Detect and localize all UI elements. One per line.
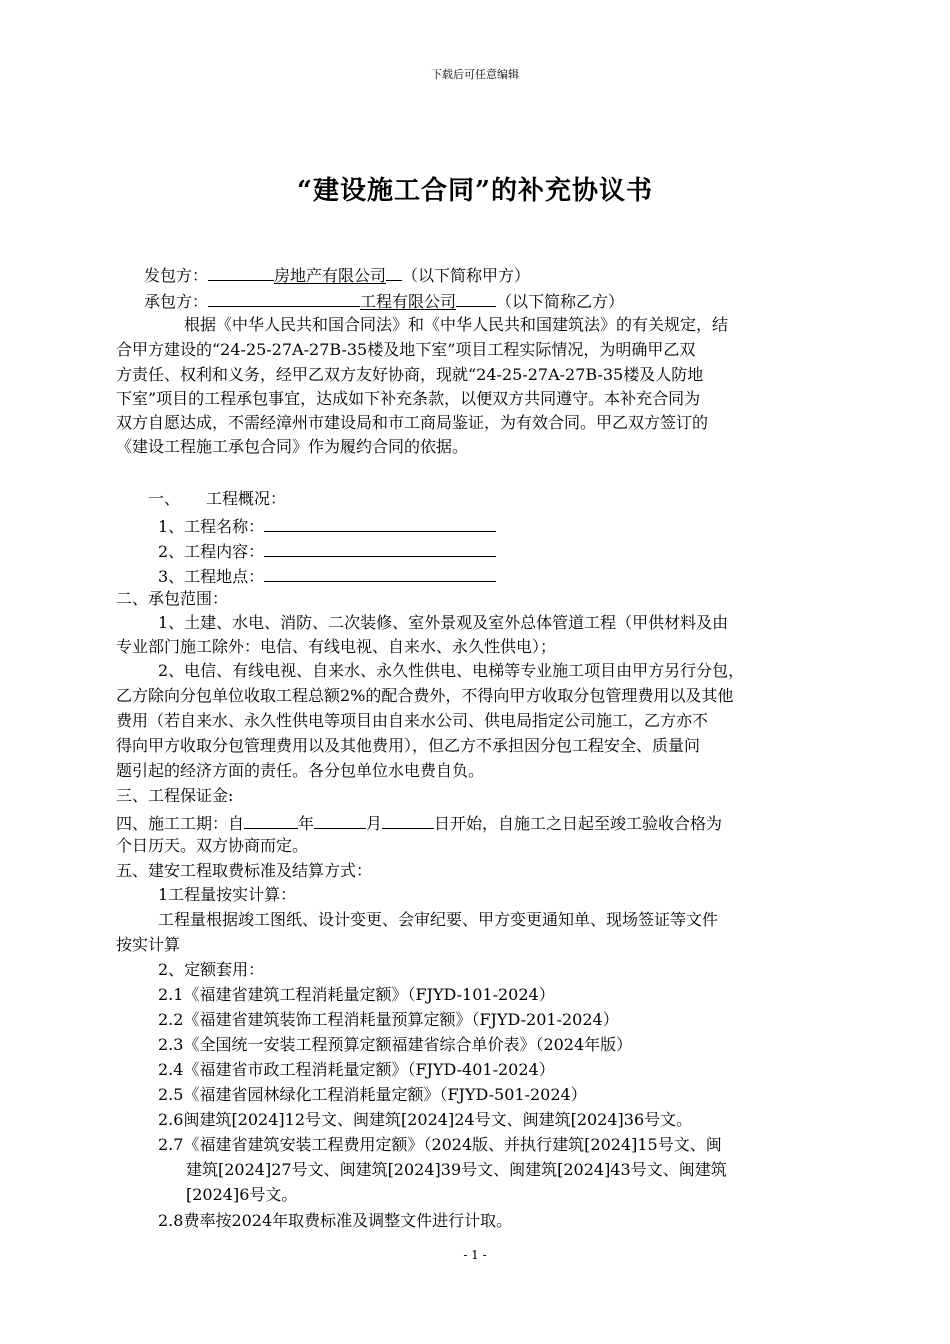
party-b-blank-end — [456, 288, 496, 307]
schedule-prefix: 四、施工工期：自 — [116, 814, 245, 833]
section-2-title: 二、承包范围： — [116, 589, 229, 608]
schedule-rest: 日开始，自施工之日起至竣工验收合格为 — [434, 814, 723, 833]
section-4-line — [116, 810, 722, 835]
project-name-blank — [264, 513, 496, 532]
party-a-label: 发包方： — [144, 266, 209, 285]
schedule-line-2: 个日历天。双方协商而定。 — [116, 836, 309, 855]
project-location-blank — [264, 563, 496, 582]
month-blank — [314, 810, 366, 829]
quota-item: 2.1《福建省建筑工程消耗量定额》（FJYD-101-2024） — [158, 985, 555, 1004]
section-3-title: 三、工程保证金: — [116, 786, 234, 805]
quota-heading: 2、定额套用： — [158, 960, 265, 979]
quota-item: 2.8费率按2024年取费标准及调整文件进行计取。 — [158, 1211, 513, 1230]
quota-item: 建筑[2024]27号文、闽建筑[2024]39号文、闽建筑[2024]43号文、闽建筑 — [186, 1160, 727, 1179]
party-a-name: 房地产有限公司 — [274, 266, 387, 285]
project-content-label: 2、工程内容： — [158, 542, 265, 561]
intro-line: 根据《中华人民共和国合同法》和《中华人民共和国建筑法》的有关规定，结 — [184, 315, 729, 334]
scope-line: 专业部门施工除外：电信、有线电视、自来水、永久性供电）； — [116, 637, 557, 656]
party-b-name: 工程有限公司 — [360, 292, 457, 311]
party-b-label: 承包方： — [144, 292, 209, 311]
project-location-label: 3、工程地点： — [158, 567, 265, 586]
scope-line: 1、土建、水电、消防、二次装修、室外景观及室外总体管道工程（甲供材料及由 — [158, 613, 729, 632]
quota-item: 2.2《福建省建筑装饰工程消耗量预算定额》（FJYD-201-2024） — [158, 1010, 619, 1029]
year-label: 年 — [298, 814, 315, 833]
party-b-line — [144, 288, 624, 313]
party-b-blank — [208, 288, 360, 307]
party-a-blank — [208, 262, 274, 281]
quota-item: 2.4《福建省市政工程消耗量定额》（FJYD-401-2024） — [158, 1060, 555, 1079]
project-content-blank — [264, 538, 496, 557]
quantity-heading: 1工程量按实计算： — [158, 885, 297, 904]
intro-line: 下室”项目的工程承包事宜，达成如下补充条款，以便双方共同遵守。本补充合同为 — [116, 389, 701, 408]
party-a-blank-end — [386, 262, 402, 281]
project-content-line — [158, 538, 496, 563]
intro-line: 合甲方建设的“24-25-27A-27B-35楼及地下室”项目工程实际情况，为明确甲乙双 — [116, 340, 696, 359]
intro-line: 方责任、权利和义务，经甲乙双方友好协商，现就“24-25-27A-27B-35楼及人防地 — [116, 365, 704, 384]
page-header: 下载后可任意编辑 — [431, 68, 519, 81]
quota-item: 2.6闽建筑[2024]12号文、闽建筑[2024]24号文、闽建筑[2024]36号文。 — [158, 1110, 693, 1129]
month-label: 月 — [366, 814, 383, 833]
project-name-line — [158, 513, 496, 538]
section-1-title: 工程概况： — [206, 489, 287, 508]
party-a-line — [144, 262, 530, 287]
section-5-title: 五、建安工程取费标准及结算方式： — [116, 861, 373, 880]
document-title: “建设施工合同”的补充协议书 — [297, 176, 653, 206]
intro-line: 双方自愿达成，不需经漳州市建设局和市工商局鉴证，为有效合同。甲乙双方签订的 — [116, 413, 709, 432]
section-1-number: 一、 — [148, 489, 181, 508]
quota-item: 2.3《全国统一安装工程预算定额福建省综合单价表》（2024年版） — [158, 1035, 633, 1054]
quantity-text: 工程量根据竣工图纸、设计变更、会审纪要、甲方变更通知单、现场签证等文件 — [158, 910, 719, 929]
quota-item: 2.7《福建省建筑安装工程费用定额》（2024版、并执行建筑[2024]15号文、闽 — [158, 1135, 722, 1154]
quota-item: [2024]6号文。 — [186, 1185, 298, 1204]
quantity-text: 按实计算 — [116, 935, 181, 954]
project-name-label: 1、工程名称： — [158, 517, 265, 536]
project-location-line — [158, 563, 496, 588]
intro-line: 《建设工程施工承包合同》作为履约合同的依据。 — [116, 437, 469, 456]
quota-item: 2.5《福建省园林绿化工程消耗量定额》（FJYD-501-2024） — [158, 1085, 587, 1104]
scope-line: 2、电信、有线电视、自来水、永久性供电、电梯等专业施工项目由甲方另行分包， — [158, 661, 745, 680]
party-b-suffix: （以下简称乙方） — [496, 292, 625, 311]
day-blank — [382, 810, 434, 829]
scope-line: 乙方除向分包单位收取工程总额2%的配合费外，不得向甲方收取分包管理费用以及其他 — [116, 686, 734, 705]
scope-line: 费用（若自来水、永久性供电等项目由自来水公司、供电局指定公司施工，乙方亦不 — [116, 711, 709, 730]
party-a-suffix: （以下简称甲方） — [402, 266, 531, 285]
page-number: - 1 - — [463, 1248, 487, 1262]
scope-line: 题引起的经济方面的责任。各分包单位水电费自负。 — [116, 761, 485, 780]
year-blank — [244, 810, 298, 829]
scope-line: 得向甲方收取分包管理费用以及其他费用），但乙方不承担因分包工程安全、质量问 — [116, 736, 701, 755]
